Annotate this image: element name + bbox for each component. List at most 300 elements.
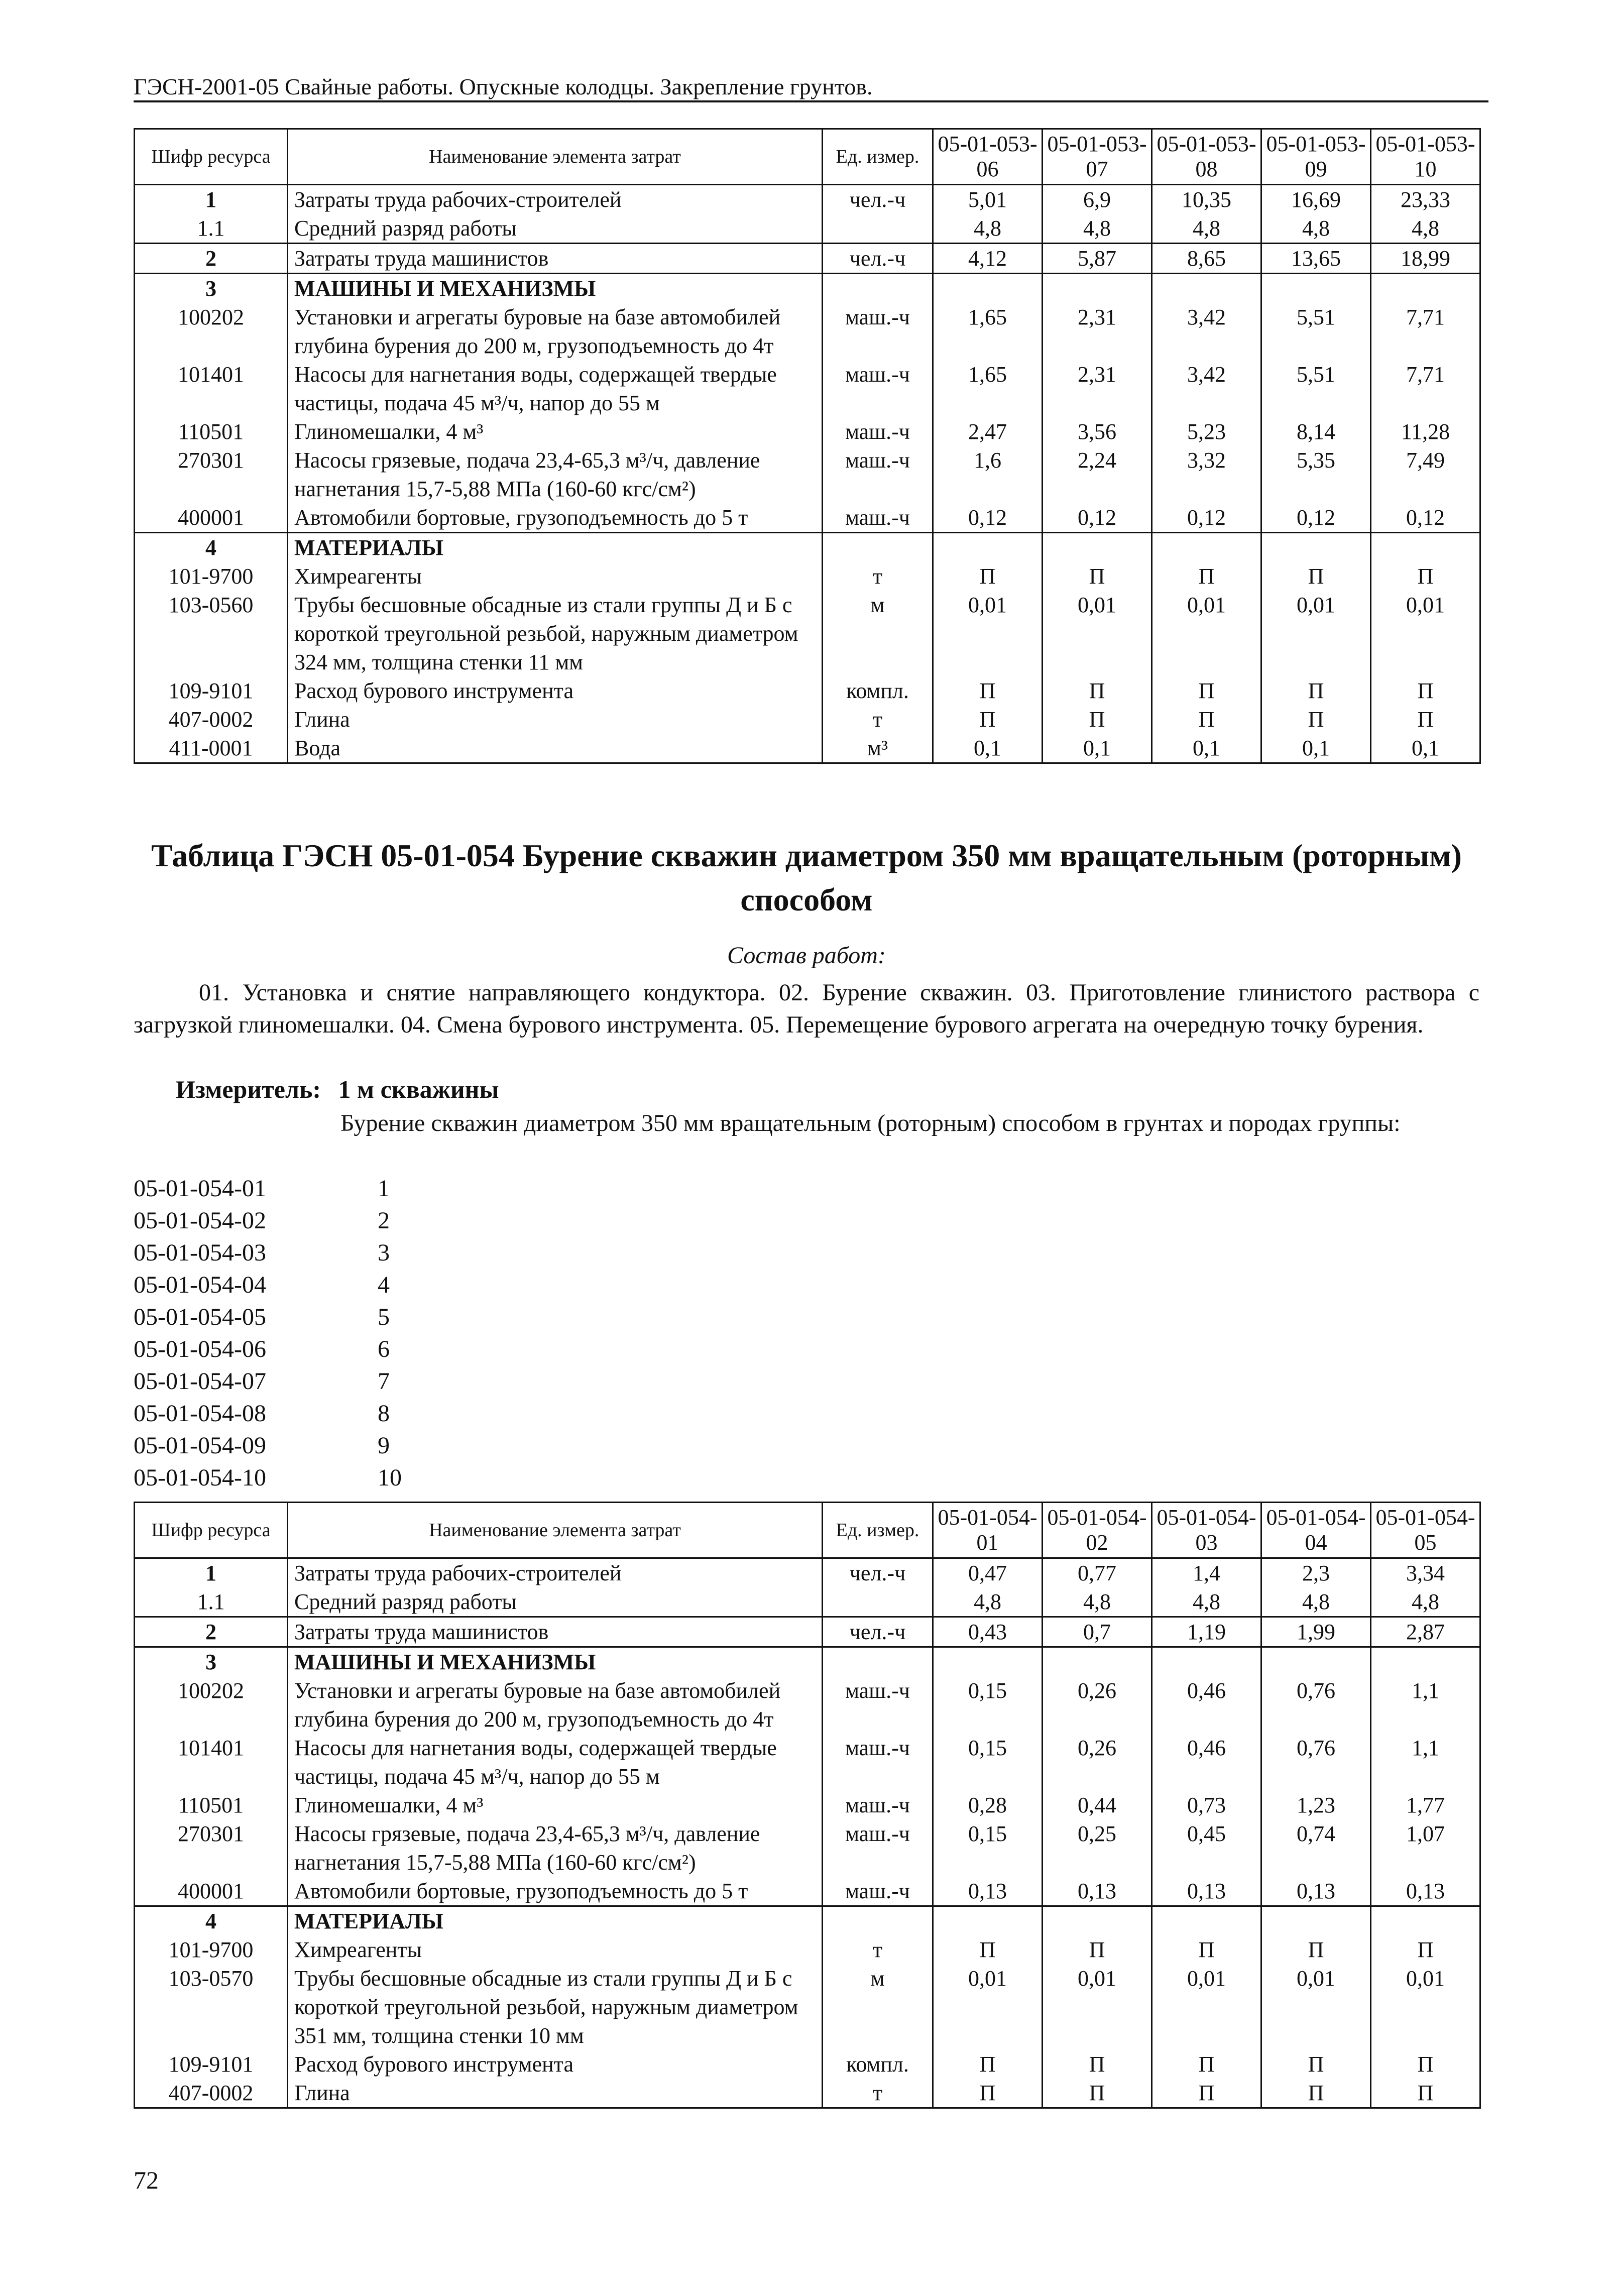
value-cell: П [1043, 676, 1152, 705]
value-cell: 23,33 [1371, 185, 1480, 214]
header-rule [134, 100, 1488, 102]
table-row [135, 533, 1480, 562]
table-row [135, 1587, 1480, 1617]
unit-cell: маш.-ч [823, 446, 933, 503]
soil-group-number: 3 [378, 1239, 390, 1266]
value-cell: 6,9 [1043, 185, 1152, 214]
table-row [135, 244, 1480, 274]
header-cell: 05-01-053-06 [933, 129, 1043, 185]
value-cell: 0,73 [1152, 1791, 1261, 1819]
cost-element-name-cell: Глиномешалки, 4 м³ [288, 417, 823, 446]
unit-cell: маш.-ч [823, 303, 933, 360]
value-cell: 18,99 [1371, 244, 1480, 274]
soil-group-number: 10 [378, 1464, 402, 1491]
soil-group-number: 6 [378, 1336, 390, 1362]
list-item [134, 1398, 438, 1430]
resource-code-cell: 407-0002 [135, 2079, 288, 2108]
resource-code-cell: 100202 [135, 303, 288, 360]
soil-group-number: 8 [378, 1400, 390, 1427]
unit-cell: чел.-ч [823, 1558, 933, 1588]
header-cell: 05-01-053-08 [1152, 129, 1261, 185]
unit-cell [823, 1906, 933, 1936]
cost-element-name-cell: МАШИНЫ И МЕХАНИЗМЫ [288, 274, 823, 303]
value-cell: П [1152, 705, 1261, 734]
unit-cell: т [823, 1935, 933, 1964]
resource-code-cell: 4 [135, 1906, 288, 1936]
measure-line [176, 1075, 499, 1104]
cost-element-name-cell: Средний разряд работы [288, 1587, 823, 1617]
value-cell [1043, 1906, 1152, 1936]
table-row [135, 1647, 1480, 1677]
value-cell [1371, 274, 1480, 303]
works-composition-text: 01. Установка и снятие направляющего кондуктора. 02. Бурение скважин. 03. Приготовление глинистого раствора с загрузкой глиномешалки. 04. Смена бурового инструмента. 05. Перемещение бурового агрегата на очередную точку бурения. [134, 979, 1479, 1038]
value-cell [1261, 1906, 1371, 1936]
norm-code: 05-01-054-01 [134, 1175, 266, 1202]
value-cell: 5,01 [933, 185, 1043, 214]
resource-code-cell: 1.1 [135, 1587, 288, 1617]
value-cell: П [933, 1935, 1043, 1964]
value-cell: 0,01 [1261, 591, 1371, 676]
norm-code: 05-01-054-03 [134, 1239, 266, 1266]
value-cell: П [933, 705, 1043, 734]
value-cell: 0,15 [933, 1819, 1043, 1877]
value-cell: 13,65 [1261, 244, 1371, 274]
list-item [134, 1333, 438, 1365]
value-cell: 0,12 [1371, 503, 1480, 533]
value-cell: 0,1 [1152, 734, 1261, 763]
value-cell: 3,42 [1152, 360, 1261, 417]
header-cell: 05-01-053-09 [1261, 129, 1371, 185]
resource-code-cell: 101-9700 [135, 562, 288, 591]
cost-element-name-cell: Трубы бесшовные обсадные из стали группы Д и Б с короткой треугольной резьбой, наружным диаметром 324 мм, толщина стенки 11 мм [288, 591, 823, 676]
value-cell: П [1043, 562, 1152, 591]
value-cell: 0,13 [1371, 1877, 1480, 1906]
value-cell: 1,19 [1152, 1617, 1261, 1647]
header-cell: 05-01-054-01 [933, 1503, 1043, 1558]
value-cell [1043, 1647, 1152, 1677]
resource-code-cell: 400001 [135, 503, 288, 533]
value-cell [1261, 533, 1371, 562]
value-cell: 0,1 [1371, 734, 1480, 763]
value-cell: 2,31 [1043, 303, 1152, 360]
unit-cell: маш.-ч [823, 360, 933, 417]
value-cell: 0,01 [1371, 1964, 1480, 2050]
value-cell: 1,77 [1371, 1791, 1480, 1819]
value-cell: 4,8 [1261, 1587, 1371, 1617]
header-cell: Наименование элемента затрат [288, 1503, 823, 1558]
norm-code: 05-01-054-06 [134, 1336, 266, 1362]
unit-cell: т [823, 2079, 933, 2108]
value-cell: 4,8 [1152, 1587, 1261, 1617]
table-row [135, 185, 1480, 214]
norm-code: 05-01-054-07 [134, 1368, 266, 1395]
value-cell: П [933, 562, 1043, 591]
value-cell: 4,8 [1043, 1587, 1152, 1617]
cost-element-name-cell: Глиномешалки, 4 м³ [288, 1791, 823, 1819]
value-cell: 0,26 [1043, 1734, 1152, 1791]
codes-intro: Бурение скважин диаметром 350 мм вращательным (роторным) способом в грунтах и породах группы: [340, 1110, 1401, 1136]
table-row [135, 417, 1480, 446]
cost-element-name-cell: Насосы грязевые, подача 23,4-65,3 м³/ч, давление нагнетания 15,7-5,88 МПа (160-60 кгс/см²) [288, 446, 823, 503]
value-cell: 0,15 [933, 1676, 1043, 1734]
value-cell: 2,3 [1261, 1558, 1371, 1588]
table-row [135, 1819, 1480, 1877]
value-cell: П [1152, 562, 1261, 591]
cost-element-name-cell: Автомобили бортовые, грузоподъемность до 5 т [288, 503, 823, 533]
value-cell: 16,69 [1261, 185, 1371, 214]
resource-code-cell: 101-9700 [135, 1935, 288, 1964]
table-row [135, 1877, 1480, 1906]
resource-code-cell: 110501 [135, 417, 288, 446]
table-row [135, 503, 1480, 533]
works-composition-heading: Состав работ: [727, 942, 886, 969]
resource-code-cell: 400001 [135, 1877, 288, 1906]
value-cell [933, 1906, 1043, 1936]
resource-table-053 [134, 128, 1481, 764]
cost-element-name-cell: Химреагенты [288, 1935, 823, 1964]
value-cell: П [1371, 562, 1480, 591]
soil-group-number: 9 [378, 1432, 390, 1459]
cost-element-name-cell: Затраты труда машинистов [288, 244, 823, 274]
value-cell: 7,71 [1371, 303, 1480, 360]
resource-table-054 [134, 1502, 1481, 2109]
cost-element-name-cell: Глина [288, 2079, 823, 2108]
value-cell: 7,71 [1371, 360, 1480, 417]
resource-code-cell: 109-9101 [135, 2050, 288, 2079]
value-cell: П [1261, 2050, 1371, 2079]
resource-code-cell: 3 [135, 274, 288, 303]
cost-element-name-cell: Трубы бесшовные обсадные из стали группы Д и Б с короткой треугольной резьбой, наружным диаметром 351 мм, толщина стенки 10 мм [288, 1964, 823, 2050]
resource-code-cell: 4 [135, 533, 288, 562]
value-cell: 5,51 [1261, 303, 1371, 360]
value-cell: 3,34 [1371, 1558, 1480, 1588]
value-cell: 4,8 [1371, 1587, 1480, 1617]
cost-element-name-cell: Глина [288, 705, 823, 734]
cost-element-name-cell: Затраты труда рабочих-строителей [288, 185, 823, 214]
soil-group-number: 7 [378, 1368, 390, 1395]
table-row [135, 1617, 1480, 1647]
value-cell: 0,01 [933, 1964, 1043, 2050]
value-cell: 0,7 [1043, 1617, 1152, 1647]
value-cell [1152, 533, 1261, 562]
value-cell: 1,65 [933, 303, 1043, 360]
table-row [135, 1734, 1480, 1791]
value-cell: 3,42 [1152, 303, 1261, 360]
unit-cell: маш.-ч [823, 417, 933, 446]
table-row [135, 676, 1480, 705]
value-cell: 0,13 [933, 1877, 1043, 1906]
cost-element-name-cell: Насосы для нагнетания воды, содержащей твердые частицы, подача 45 м³/ч, напор до 55 м [288, 1734, 823, 1791]
list-item [134, 1365, 438, 1398]
resource-code-cell: 407-0002 [135, 705, 288, 734]
value-cell: П [1152, 1935, 1261, 1964]
value-cell: 8,65 [1152, 244, 1261, 274]
value-cell: 0,12 [1152, 503, 1261, 533]
table-row [135, 705, 1480, 734]
cost-element-name-cell: Затраты труда рабочих-строителей [288, 1558, 823, 1588]
value-cell: 4,12 [933, 244, 1043, 274]
value-cell [1043, 274, 1152, 303]
value-cell: 5,51 [1261, 360, 1371, 417]
value-cell: П [1261, 705, 1371, 734]
table-row [135, 2079, 1480, 2108]
unit-cell: маш.-ч [823, 1877, 933, 1906]
value-cell: П [1043, 2050, 1152, 2079]
unit-cell: компл. [823, 2050, 933, 2079]
value-cell: 4,8 [1261, 214, 1371, 244]
value-cell: П [1261, 1935, 1371, 1964]
value-cell [1371, 533, 1480, 562]
value-cell: 0,01 [933, 591, 1043, 676]
unit-cell: чел.-ч [823, 1617, 933, 1647]
cost-element-name-cell: Химреагенты [288, 562, 823, 591]
header-cell: 05-01-054-03 [1152, 1503, 1261, 1558]
resource-code-cell: 101401 [135, 1734, 288, 1791]
list-item [134, 1205, 438, 1237]
table-row [135, 562, 1480, 591]
unit-cell: м [823, 1964, 933, 2050]
header-cell: Шифр ресурса [135, 1503, 288, 1558]
list-item [134, 1173, 438, 1205]
resource-code-cell: 2 [135, 244, 288, 274]
table-row [135, 2050, 1480, 2079]
value-cell: 4,8 [1043, 214, 1152, 244]
value-cell: 0,26 [1043, 1676, 1152, 1734]
table-row [135, 591, 1480, 676]
value-cell: П [1043, 2079, 1152, 2108]
cost-element-name-cell: Затраты труда машинистов [288, 1617, 823, 1647]
resource-code-cell: 101401 [135, 360, 288, 417]
table-row [135, 1935, 1480, 1964]
resource-code-cell: 411-0001 [135, 734, 288, 763]
list-item [134, 1237, 438, 1269]
value-cell: 4,8 [1152, 214, 1261, 244]
value-cell: 1,23 [1261, 1791, 1371, 1819]
cost-element-name-cell: Расход бурового инструмента [288, 2050, 823, 2079]
unit-cell [823, 1587, 933, 1617]
value-cell: П [1043, 1935, 1152, 1964]
unit-cell: маш.-ч [823, 1819, 933, 1877]
resource-code-cell: 270301 [135, 1819, 288, 1877]
value-cell: 0,46 [1152, 1734, 1261, 1791]
value-cell: П [1043, 705, 1152, 734]
value-cell: 0,1 [1261, 734, 1371, 763]
value-cell: 0,12 [1261, 503, 1371, 533]
unit-cell: маш.-ч [823, 1734, 933, 1791]
value-cell: 3,32 [1152, 446, 1261, 503]
unit-cell: м³ [823, 734, 933, 763]
table-row [135, 1964, 1480, 2050]
header-cell: Шифр ресурса [135, 129, 288, 185]
value-cell: П [1371, 2050, 1480, 2079]
value-cell: 3,56 [1043, 417, 1152, 446]
value-cell: 0,01 [1152, 1964, 1261, 2050]
value-cell: 7,49 [1371, 446, 1480, 503]
value-cell: 2,31 [1043, 360, 1152, 417]
cost-element-name-cell: Вода [288, 734, 823, 763]
cost-element-name-cell: МАШИНЫ И МЕХАНИЗМЫ [288, 1647, 823, 1677]
unit-cell [823, 214, 933, 244]
cost-element-name-cell: Установки и агрегаты буровые на базе автомобилей глубина бурения до 200 м, грузоподъемность до 4т [288, 1676, 823, 1734]
cost-element-name-cell: Автомобили бортовые, грузоподъемность до 5 т [288, 1877, 823, 1906]
value-cell: 0,01 [1261, 1964, 1371, 2050]
value-cell: 2,47 [933, 417, 1043, 446]
norm-code: 05-01-054-04 [134, 1272, 266, 1298]
unit-cell: м [823, 591, 933, 676]
value-cell: П [1371, 705, 1480, 734]
value-cell [1152, 1647, 1261, 1677]
value-cell [1152, 274, 1261, 303]
value-cell: 11,28 [1371, 417, 1480, 446]
value-cell [1043, 533, 1152, 562]
value-cell: 0,13 [1043, 1877, 1152, 1906]
table-row [135, 303, 1480, 360]
value-cell: 1,6 [933, 446, 1043, 503]
value-cell: 0,01 [1043, 1964, 1152, 2050]
value-cell: П [933, 676, 1043, 705]
value-cell: П [1371, 676, 1480, 705]
value-cell: 0,01 [1152, 591, 1261, 676]
value-cell: 0,01 [1043, 591, 1152, 676]
resource-code-cell: 1.1 [135, 214, 288, 244]
resource-code-cell: 3 [135, 1647, 288, 1677]
table-header-row [135, 129, 1480, 185]
norm-code: 05-01-054-02 [134, 1207, 266, 1234]
table-header-row [135, 1503, 1480, 1558]
value-cell: 0,12 [933, 503, 1043, 533]
resource-code-cell: 103-0560 [135, 591, 288, 676]
header-cell: Ед. измер. [823, 129, 933, 185]
value-cell: 0,46 [1152, 1676, 1261, 1734]
value-cell [1371, 1906, 1480, 1936]
value-cell: 0,43 [933, 1617, 1043, 1647]
norm-code: 05-01-054-10 [134, 1464, 266, 1491]
value-cell [933, 1647, 1043, 1677]
value-cell: 0,45 [1152, 1819, 1261, 1877]
value-cell: 4,8 [1371, 214, 1480, 244]
cost-element-name-cell: Насосы для нагнетания воды, содержащей твердые частицы, подача 45 м³/ч, напор до 55 м [288, 360, 823, 417]
table-row [135, 446, 1480, 503]
value-cell: 1,99 [1261, 1617, 1371, 1647]
value-cell: 1,4 [1152, 1558, 1261, 1588]
value-cell: 0,74 [1261, 1819, 1371, 1877]
norm-code: 05-01-054-05 [134, 1304, 266, 1330]
cost-element-name-cell: МАТЕРИАЛЫ [288, 533, 823, 562]
table-row [135, 1676, 1480, 1734]
value-cell [1261, 274, 1371, 303]
value-cell: 0,76 [1261, 1676, 1371, 1734]
resource-code-cell: 110501 [135, 1791, 288, 1819]
value-cell: П [1152, 2079, 1261, 2108]
value-cell: П [1261, 562, 1371, 591]
table-row [135, 1558, 1480, 1588]
value-cell: 1,65 [933, 360, 1043, 417]
value-cell: 0,13 [1152, 1877, 1261, 1906]
value-cell [1371, 1647, 1480, 1677]
cost-element-name-cell: Установки и агрегаты буровые на базе автомобилей глубина бурения до 200 м, грузоподъемность до 4т [288, 303, 823, 360]
header-cell: 05-01-054-02 [1043, 1503, 1152, 1558]
value-cell: П [933, 2050, 1043, 2079]
value-cell: 8,14 [1261, 417, 1371, 446]
value-cell: 0,25 [1043, 1819, 1152, 1877]
resource-code-cell: 270301 [135, 446, 288, 503]
value-cell: 4,8 [933, 214, 1043, 244]
table-row [135, 360, 1480, 417]
value-cell: П [933, 2079, 1043, 2108]
value-cell: 5,23 [1152, 417, 1261, 446]
soil-group-number: 1 [378, 1175, 390, 1202]
value-cell: 1,1 [1371, 1676, 1480, 1734]
resource-code-cell: 100202 [135, 1676, 288, 1734]
header-cell: 05-01-054-04 [1261, 1503, 1371, 1558]
unit-cell: маш.-ч [823, 503, 933, 533]
measure-label: Измеритель: [176, 1075, 321, 1103]
soil-group-number: 5 [378, 1304, 390, 1330]
resource-code-cell: 103-0570 [135, 1964, 288, 2050]
value-cell: 4,8 [933, 1587, 1043, 1617]
header-cell: 05-01-054-05 [1371, 1503, 1480, 1558]
unit-cell: чел.-ч [823, 185, 933, 214]
unit-cell: маш.-ч [823, 1791, 933, 1819]
value-cell: 0,15 [933, 1734, 1043, 1791]
unit-cell: т [823, 562, 933, 591]
value-cell [1152, 1906, 1261, 1936]
value-cell: 0,1 [1043, 734, 1152, 763]
soil-group-number: 4 [378, 1272, 390, 1298]
value-cell: 0,76 [1261, 1734, 1371, 1791]
norm-code: 05-01-054-08 [134, 1400, 266, 1427]
value-cell: 0,28 [933, 1791, 1043, 1819]
list-item [134, 1430, 438, 1462]
unit-cell [823, 274, 933, 303]
norm-code: 05-01-054-09 [134, 1432, 266, 1459]
value-cell [933, 533, 1043, 562]
unit-cell [823, 1647, 933, 1677]
cost-element-name-cell: Насосы грязевые, подача 23,4-65,3 м³/ч, давление нагнетания 15,7-5,88 МПа (160-60 кгс/см²) [288, 1819, 823, 1877]
value-cell [933, 274, 1043, 303]
value-cell: П [1371, 2079, 1480, 2108]
table-row [135, 274, 1480, 303]
resource-code-cell: 2 [135, 1617, 288, 1647]
unit-cell: маш.-ч [823, 1676, 933, 1734]
unit-cell: т [823, 705, 933, 734]
value-cell: 10,35 [1152, 185, 1261, 214]
cost-element-name-cell: МАТЕРИАЛЫ [288, 1906, 823, 1936]
value-cell: 2,24 [1043, 446, 1152, 503]
resource-code-cell: 1 [135, 185, 288, 214]
header-cell: 05-01-053-07 [1043, 129, 1152, 185]
unit-cell [823, 533, 933, 562]
value-cell: 0,47 [933, 1558, 1043, 1588]
cost-element-name-cell: Средний разряд работы [288, 214, 823, 244]
page-number: 72 [134, 2166, 159, 2194]
resource-code-cell: 109-9101 [135, 676, 288, 705]
table-row [135, 1791, 1480, 1819]
resource-code-cell: 1 [135, 1558, 288, 1588]
unit-cell: чел.-ч [823, 244, 933, 274]
list-item [134, 1462, 438, 1494]
table-title: Таблица ГЭСН 05-01-054 Бурение скважин диаметром 350 мм вращательным (роторным) способом [151, 838, 1462, 917]
value-cell: П [1371, 1935, 1480, 1964]
value-cell: 0,1 [933, 734, 1043, 763]
value-cell: 0,77 [1043, 1558, 1152, 1588]
cost-element-name-cell: Расход бурового инструмента [288, 676, 823, 705]
soil-group-number: 2 [378, 1207, 390, 1234]
value-cell: 0,13 [1261, 1877, 1371, 1906]
running-header: ГЭСН-2001-05 Свайные работы. Опускные колодцы. Закрепление грунтов. [134, 74, 873, 99]
value-cell [1261, 1647, 1371, 1677]
value-cell: П [1261, 2079, 1371, 2108]
